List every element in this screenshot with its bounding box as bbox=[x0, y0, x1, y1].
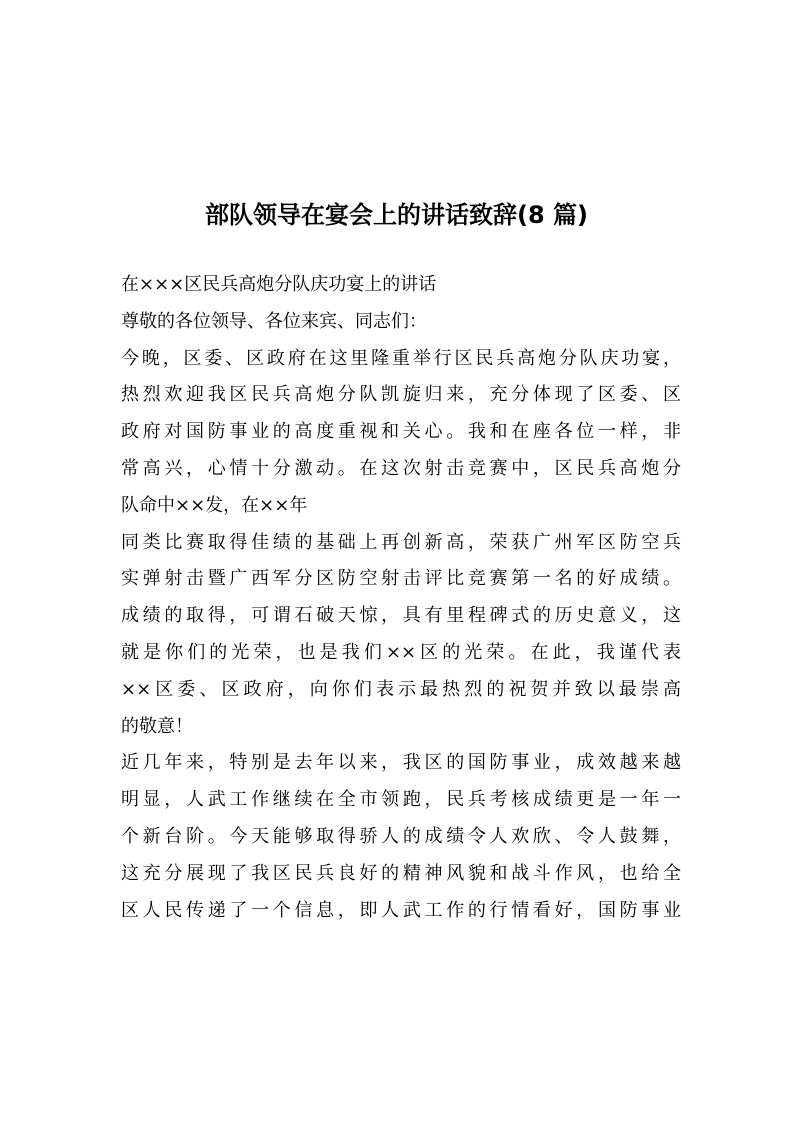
body-line: ××区委、区政府，向你们表示最热烈的祝贺并致以最崇高 bbox=[121, 678, 681, 700]
body-line: 热烈欢迎我区民兵高炮分队凯旋归来，充分体现了区委、区 bbox=[121, 384, 681, 406]
document-title: 部队领导在宴会上的讲话致辞(8 篇) bbox=[205, 201, 588, 229]
body-line: 政府对国防事业的高度重视和关心。我和在座各位一样，非 bbox=[121, 421, 681, 443]
body-line: 同类比赛取得佳绩的基础上再创新高，荣获广州军区防空兵 bbox=[121, 531, 681, 553]
document-body bbox=[121, 267, 681, 929]
body-line: 的敬意！ bbox=[121, 715, 193, 737]
body-line: 成绩的取得，可谓石破天惊，具有里程碑式的历史意义，这 bbox=[121, 605, 681, 627]
body-line: 近几年来，特别是去年以来，我区的国防事业，成效越来越 bbox=[121, 752, 681, 774]
body-line: 个新台阶。今天能够取得骄人的成绩令人欢欣、令人鼓舞， bbox=[121, 825, 681, 847]
body-line: 常高兴，心情十分激动。在这次射击竞赛中，区民兵高炮分 bbox=[121, 457, 681, 479]
body-line: 就是你们的光荣，也是我们××区的光荣。在此，我谨代表 bbox=[121, 641, 681, 663]
body-line: 区人民传递了一个信息，即人武工作的行情看好，国防事业 bbox=[121, 899, 681, 921]
body-line: 实弹射击暨广西军分区防空射击评比竞赛第一名的好成绩。 bbox=[121, 568, 681, 590]
body-line: 这充分展现了我区民兵良好的精神风貌和战斗作风，也给全 bbox=[121, 862, 681, 884]
body-line: 今晚，区委、区政府在这里隆重举行区民兵高炮分队庆功宴， bbox=[121, 347, 681, 369]
body-line: 明显，人武工作继续在全市领跑，民兵考核成绩更是一年一 bbox=[121, 789, 681, 811]
body-line: 队命中××发，在××年 bbox=[121, 494, 308, 516]
speech-heading: 在×××区民兵高炮分队庆功宴上的讲话 bbox=[121, 274, 437, 295]
salutation: 尊敬的各位领导、各位来宾、同志们： bbox=[121, 310, 427, 332]
